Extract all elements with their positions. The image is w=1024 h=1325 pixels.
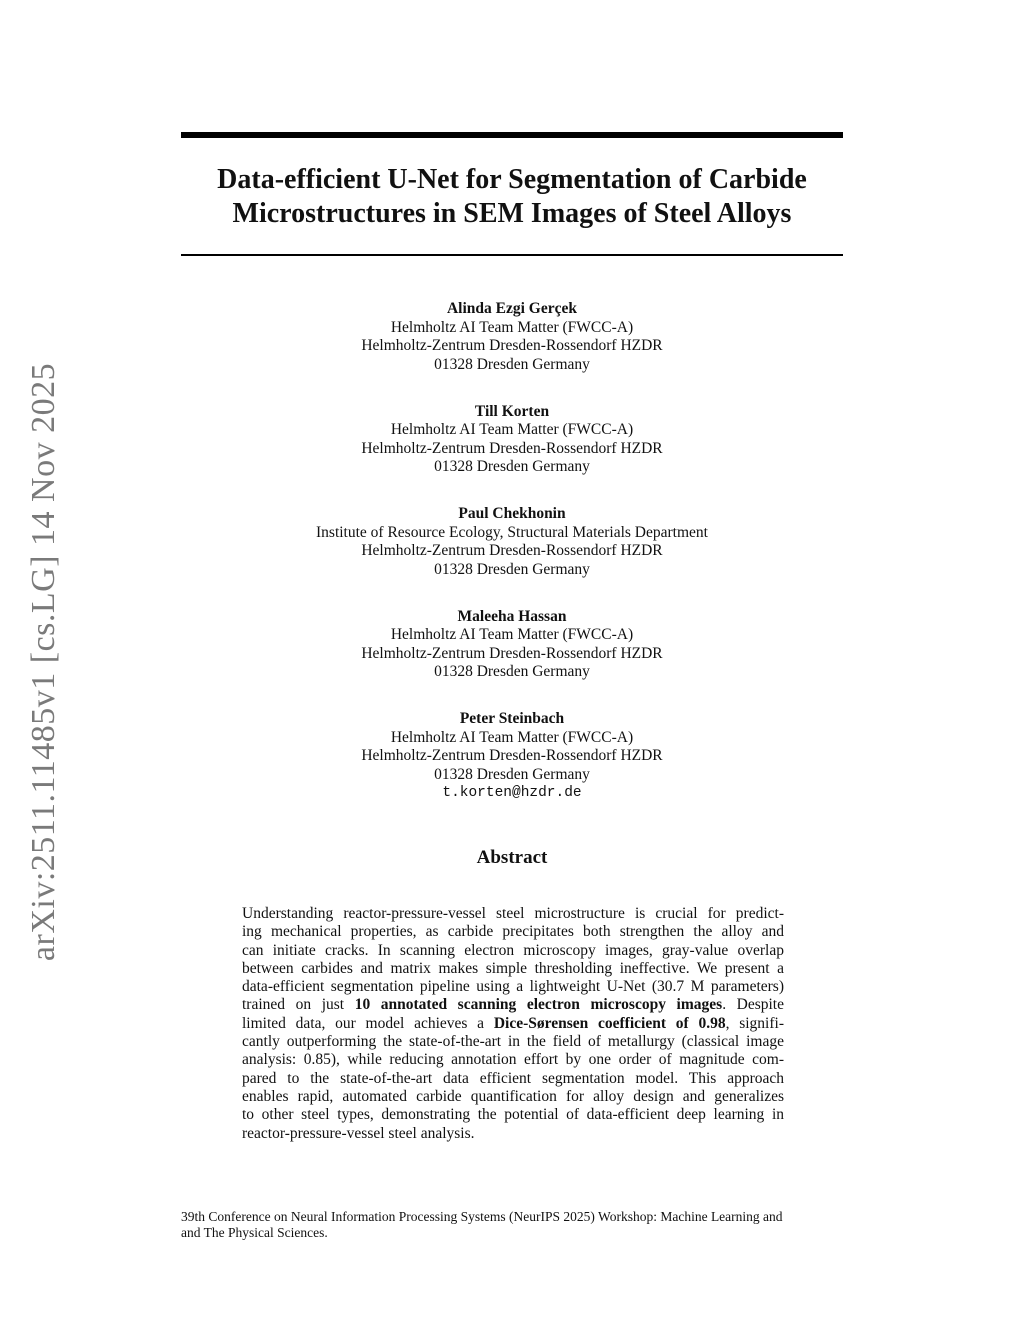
author-block [181, 505, 843, 579]
author-address: 01328 Dresden Germany [434, 458, 590, 475]
abstract-line: analysis: 0.85), while reducing annotation effort by one order of magnitude com- [242, 1051, 784, 1069]
abstract-text: , signifi- [725, 1014, 784, 1032]
author-address: 01328 Dresden Germany [434, 355, 590, 373]
author-institution: Helmholtz-Zentrum Dresden-Rossendorf HZDR [361, 747, 663, 764]
author-name: Peter Steinbach [459, 710, 565, 727]
footnote-line: and The Physical Sciences. [181, 1225, 328, 1240]
abstract-line: cantly outperforming the state-of-the-art in the field of metallurgy (classical image [242, 1033, 784, 1051]
author-institution: Helmholtz-Zentrum Dresden-Rossendorf HZDR [361, 337, 663, 354]
author-institution: Helmholtz-Zentrum Dresden-Rossendorf HZDR [361, 542, 663, 559]
abstract-emphasis: 10 annotated scanning electron microscopy images [354, 996, 723, 1014]
author-affiliation: Helmholtz AI Team Matter (FWCC-A) [390, 318, 634, 336]
author-affiliation: Helmholtz AI Team Matter (FWCC-A) [390, 728, 634, 746]
abstract-text: . Despite [722, 996, 784, 1014]
abstract-text: limited data, our model achieves a [242, 1014, 494, 1032]
title-bottom-rule [181, 254, 843, 256]
paper-title-line-1: Data-efficient U-Net for Segmentation of Carbide [217, 164, 807, 195]
author-list [181, 300, 843, 831]
arxiv-identifier-stamp: arXiv:2511.11485v1 [cs.LG] 14 Nov 2025 [25, 362, 62, 962]
abstract-emphasis: Dice-Sørensen coefficient of 0.98 [493, 1014, 726, 1032]
footnote-line: 39th Conference on Neural Information Processing Systems (NeurIPS 2025) Workshop: Machine Learning and [181, 1209, 783, 1224]
author-address: 01328 Dresden Germany [434, 663, 590, 680]
abstract-line [242, 1015, 784, 1033]
author-institution: Helmholtz-Zentrum Dresden-Rossendorf HZDR [361, 439, 663, 457]
abstract-line: reactor-pressure-vessel steel analysis. [242, 1124, 475, 1142]
author-affiliation: Helmholtz AI Team Matter (FWCC-A) [390, 626, 634, 643]
author-name: Till Korten [474, 402, 550, 420]
author-name: Paul Chekhonin [458, 505, 566, 522]
abstract-text: trained on just [242, 996, 355, 1014]
abstract-heading: Abstract [476, 847, 548, 868]
author-block [181, 300, 843, 374]
author-affiliation: Institute of Resource Ecology, Structural Materials Department [316, 523, 708, 541]
abstract-line [242, 996, 784, 1014]
author-block [181, 710, 843, 803]
title-top-rule [181, 132, 843, 138]
author-name: Alinda Ezgi Gerçek [446, 300, 578, 317]
abstract-line: ing mechanical properties, as carbide precipitates both strengthen the alloy and [242, 923, 784, 941]
abstract-line: to other steel types, demonstrating the potential of data-efficient deep learning in [242, 1106, 784, 1124]
author-block [181, 403, 843, 477]
abstract-line: between carbides and matrix makes simple thresholding ineffective. We present a [242, 959, 784, 977]
author-address: 01328 Dresden Germany [434, 765, 590, 783]
author-affiliation: Helmholtz AI Team Matter (FWCC-A) [390, 421, 634, 438]
abstract-body [242, 905, 784, 1143]
abstract-line: data-efficient segmentation pipeline using a lightweight U-Net (30.7 M parameters) [242, 978, 784, 996]
author-name: Maleeha Hassan [457, 607, 567, 625]
author-address: 01328 Dresden Germany [434, 560, 590, 578]
abstract-line: enables rapid, automated carbide quantification for alloy design and generalizes [242, 1087, 784, 1105]
conference-footnote [181, 1209, 843, 1241]
author-institution: Helmholtz-Zentrum Dresden-Rossendorf HZDR [361, 644, 663, 662]
paper-title [181, 163, 843, 231]
abstract-line: Understanding reactor-pressure-vessel steel microstructure is crucial for predict- [242, 905, 784, 922]
abstract-line: pared to the state-of-the-art data efficient segmentation model. This approach [242, 1069, 784, 1087]
author-block [181, 608, 843, 682]
abstract-line: can initiate cracks. In scanning electron microscopy images, gray-value overlap [242, 941, 784, 959]
contact-email[interactable]: t.korten@hzdr.de [442, 785, 582, 801]
paper-title-line-2: Microstructures in SEM Images of Steel Alloys [232, 198, 792, 229]
